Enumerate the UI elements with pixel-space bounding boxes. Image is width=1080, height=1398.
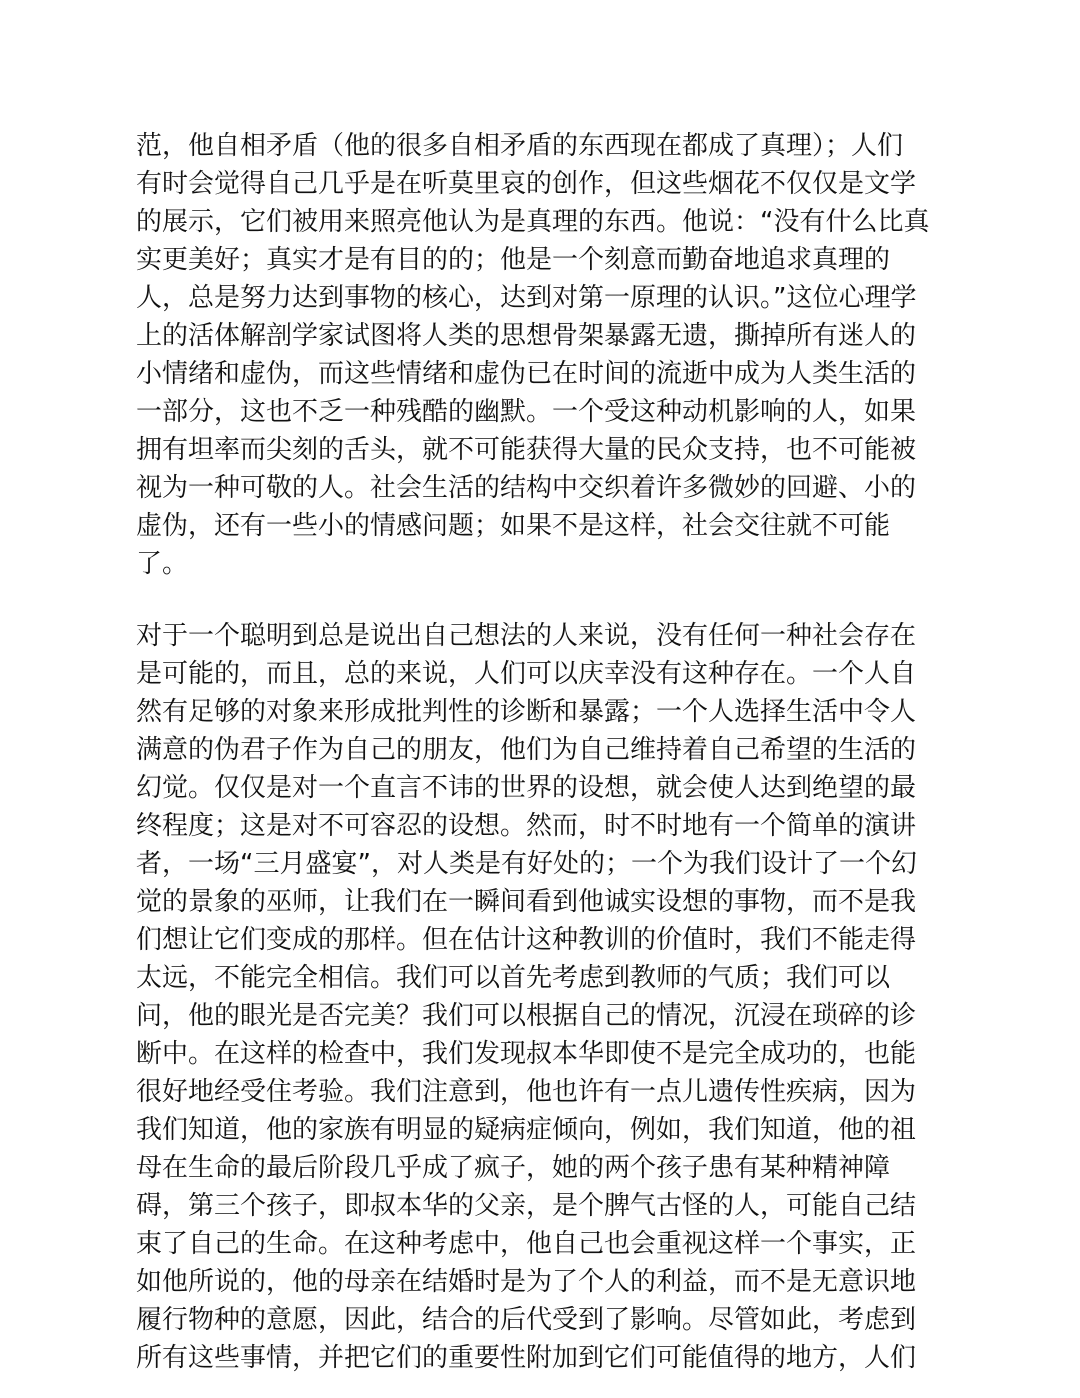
text-line: 碍，第三个孩子，即叔本华的父亲，是个脾气古怪的人，可能自己结	[136, 1191, 917, 1221]
text-line: 的展示，它们被用来照亮他认为是真理的东西。他说：“没有什么比真	[136, 207, 930, 237]
paragraph-1	[136, 127, 946, 583]
text-line: 小情绪和虚伪，而这些情绪和虚伪已在时间的流逝中成为人类生活的	[136, 359, 917, 389]
text-line: 对于一个聪明到总是说出自己想法的人来说，没有任何一种社会存在	[136, 621, 917, 651]
text-line: 满意的伪君子作为自己的朋友，他们为自己维持着自己希望的生活的	[136, 735, 917, 765]
text-line: 一部分，这也不乏一种残酷的幽默。一个受这种动机影响的人，如果	[136, 397, 917, 427]
text-line: 太远，不能完全相信。我们可以首先考虑到教师的气质；我们可以	[136, 963, 891, 993]
text-line: 有时会觉得自己几乎是在听莫里哀的创作，但这些烟花不仅仅是文学	[136, 169, 917, 199]
text-line: 们想让它们变成的那样。但在估计这种教训的价值时，我们不能走得	[136, 925, 917, 955]
text-line: 问，他的眼光是否完美？我们可以根据自己的情况，沉浸在琐碎的诊	[136, 1001, 917, 1031]
text-line: 幻觉。仅仅是对一个直言不讳的世界的设想，就会使人达到绝望的最	[136, 773, 917, 803]
paragraph-2	[136, 617, 946, 1377]
text-line: 是可能的，而且，总的来说，人们可以庆幸没有这种存在。一个人自	[136, 659, 917, 689]
text-line: 实更美好；真实才是有目的的；他是一个刻意而勤奋地追求真理的	[136, 245, 891, 275]
text-line: 母在生命的最后阶段几乎成了疯子，她的两个孩子患有某种精神障	[136, 1153, 891, 1183]
text-line: 人，总是努力达到事物的核心，达到对第一原理的认识。”这位心理学	[136, 283, 917, 313]
text-line: 范，他自相矛盾（他的很多自相矛盾的东西现在都成了真理）；人们	[136, 131, 904, 161]
text-line: 视为一种可敬的人。社会生活的结构中交织着许多微妙的回避、小的	[136, 473, 917, 503]
text-line: 很好地经受住考验。我们注意到，他也许有一点儿遗传性疾病，因为	[136, 1077, 917, 1107]
paragraph-gap	[136, 583, 946, 617]
text-line: 者，一场“三月盛宴”，对人类是有好处的；一个为我们设计了一个幻	[136, 849, 917, 879]
text-line: 上的活体解剖学家试图将人类的思想骨架暴露无遗，撕掉所有迷人的	[136, 321, 917, 351]
document-page	[136, 127, 946, 1377]
text-line: 拥有坦率而尖刻的舌头，就不可能获得大量的民众支持，也不可能被	[136, 435, 917, 465]
text-line: 了。	[136, 549, 189, 579]
text-line: 断中。在这样的检查中，我们发现叔本华即使不是完全成功的，也能	[136, 1039, 917, 1069]
text-line: 觉的景象的巫师，让我们在一瞬间看到他诚实设想的事物，而不是我	[136, 887, 917, 917]
text-line: 所有这些事情，并把它们的重要性附加到它们可能值得的地方，人们	[136, 1343, 917, 1373]
text-line: 我们知道，他的家族有明显的疑病症倾向，例如，我们知道，他的祖	[136, 1115, 917, 1145]
text-line: 束了自己的生命。在这种考虑中，他自己也会重视这样一个事实，正	[136, 1229, 917, 1259]
text-line: 然有足够的对象来形成批判性的诊断和暴露；一个人选择生活中令人	[136, 697, 917, 727]
text-line: 如他所说的，他的母亲在结婚时是为了个人的利益，而不是无意识地	[136, 1267, 917, 1297]
text-line: 履行物种的意愿，因此，结合的后代受到了影响。尽管如此，考虑到	[136, 1305, 917, 1335]
text-line: 终程度；这是对不可容忍的设想。然而，时不时地有一个简单的演讲	[136, 811, 917, 841]
text-line: 虚伪，还有一些小的情感问题；如果不是这样，社会交往就不可能	[136, 511, 891, 541]
